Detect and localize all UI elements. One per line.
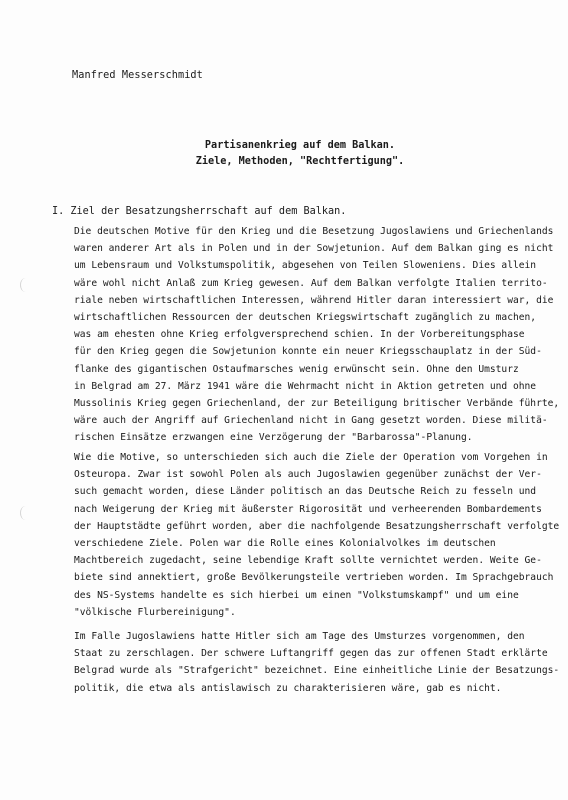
text-line: wäre auch der Angriff auf Griechenland nicht in Gang gesetzt worden. Diese militä- bbox=[74, 415, 548, 427]
text-line: waren anderer Art als in Polen und in der Sowjetunion. Auf dem Balkan ging es nicht bbox=[74, 243, 554, 255]
text-line: Machtbereich zugedacht, seine lebendige Kraft sollte vernichtet werden. Weite Ge- bbox=[74, 555, 542, 567]
text-line: verschiedene Ziele. Polen war die Rolle eines Kolonialvolkes im deutschen bbox=[74, 538, 496, 550]
text-line: rischen Einsätze erzwangen eine Verzögerung der "Barbarossa"-Planung. bbox=[74, 432, 473, 444]
text-line: in Belgrad am 27. März 1941 wäre die Wehrmacht nicht in Aktion getreten und ohne bbox=[74, 380, 537, 392]
text-line: wirtschaftlichen Ressourcen der deutschen Kriegswirtschaft zugänglich zu machen, bbox=[74, 312, 537, 324]
text-line: nach Weigerung der Krieg mit äußerster Rigorosität und verheerenden Bombardements bbox=[74, 503, 542, 515]
punch-hole-mark bbox=[20, 506, 31, 520]
text-line: Belgrad wurde als "Strafgericht" bezeichnet. Eine einheitliche Linie der Besatzungs- bbox=[74, 665, 560, 677]
paragraph-1 bbox=[74, 223, 560, 447]
text-line: Im Falle Jugoslawiens hatte Hitler sich am Tage des Umsturzes vorgenommen, den bbox=[74, 631, 525, 642]
text-line: Staat zu zerschlagen. Der schwere Luftangriff gegen das zur offenen Stadt erklärte bbox=[74, 648, 548, 660]
text-line: um Lebensraum und Volkstumspolitik, abgesehen von Teilen Sloweniens. Dies allein bbox=[74, 260, 537, 272]
title-line-2: Ziele, Methoden, "Rechtfertigung". bbox=[195, 156, 405, 167]
author-name: Manfred Messerschmidt bbox=[72, 70, 203, 81]
title-line-1: Partisanenkrieg auf dem Balkan. bbox=[204, 140, 396, 151]
paragraph-2 bbox=[74, 449, 560, 621]
text-line: Die deutschen Motive für den Krieg und die Besetzung Jugoslawiens und Griechenlands bbox=[74, 226, 554, 237]
text-line: wäre wohl nicht Anlaß zum Krieg gewesen. Auf dem Balkan verfolgte Italien territo- bbox=[74, 277, 548, 289]
text-line: der Hauptstädte geführt worden, aber die nachfolgende Besatzungsherrschaft verfolgte bbox=[74, 520, 560, 532]
text-line: biete sind annektiert, große Bevölkerungsteile vertrieben worden. Im Sprachgebrauch bbox=[74, 572, 554, 584]
text-line: such gemacht worden, diese Länder politisch an das Deutsche Reich zu fesseln und bbox=[74, 486, 537, 498]
text-line: Osteuropa. Zwar ist sowohl Polen als auch Jugoslawien gegenüber zunächst der Ver- bbox=[74, 469, 542, 481]
text-line: Wie die Motive, so unterschieden sich auch die Ziele der Operation vom Vorgehen in bbox=[74, 452, 548, 463]
text-line: riale neben wirtschaftlichen Interessen, während Hitler daran interessiert war, die bbox=[74, 294, 554, 306]
text-line: "völkische Flurbereinigung". bbox=[74, 606, 236, 618]
text-line: was am ehesten ohne Krieg erfolgversprechend schien. In der Vorbereitungsphase bbox=[74, 329, 525, 341]
paragraph-3 bbox=[74, 628, 560, 697]
text-line: flanke des gigantischen Ostaufmarsches wenig erwünscht sein. Ohne den Umsturz bbox=[74, 363, 519, 375]
text-line: für den Krieg gegen die Sowjetunion konnte ein neuer Kriegsschauplatz in der Süd- bbox=[74, 346, 542, 358]
text-line: Mussolinis Krieg gegen Griechenland, der zur Beteiligung britischer Verbände führte, bbox=[74, 398, 560, 410]
text-line: des NS-Systems handelte es sich hierbei um einen "Volkstumskampf" und um eine bbox=[74, 589, 519, 601]
section-heading: I. Ziel der Besatzungsherrschaft auf dem Balkan. bbox=[52, 206, 347, 217]
punch-hole-mark bbox=[20, 278, 31, 292]
text-line: politik, die etwa als antislawisch zu charakterisieren wäre, gab es nicht. bbox=[74, 682, 502, 694]
